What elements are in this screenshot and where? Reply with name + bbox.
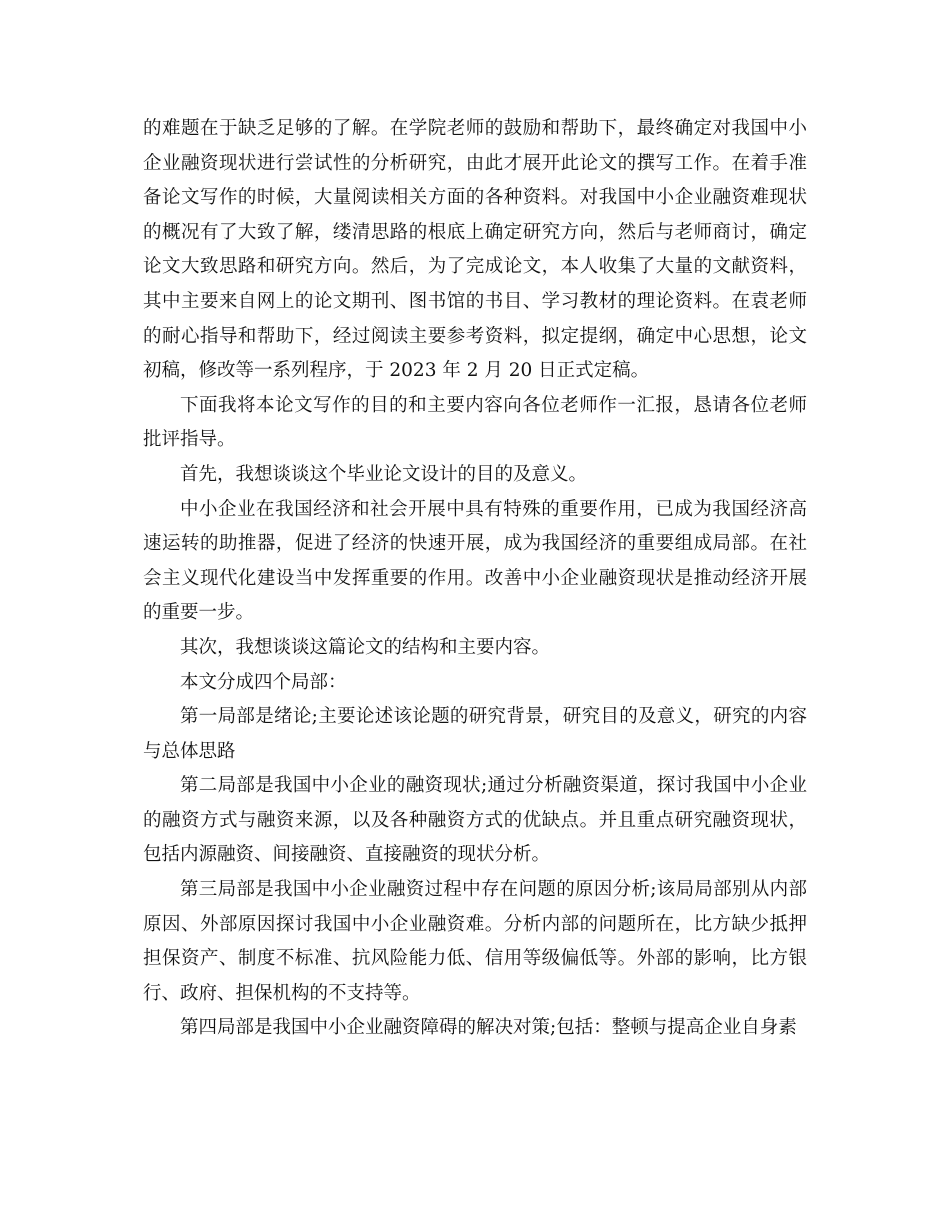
paragraph-9: 第三局部是我国中小企业融资过程中存在问题的原因分析;该局局部别从内部原因、外部原因探讨我国中小企业融资难。分析内部的问题所在，比方缺少抵押担保资产、制度不标准、抗风险能力低、信用等级偏低等。外部的影响，比方银行、政府、担保机构的不支持等。 [143,879,807,1004]
document-body [143,112,807,1046]
paragraph-1: 的难题在于缺乏足够的了解。在学院老师的鼓励和帮助下，最终确定对我国中小企业融资现状进行尝试性的分析研究，由此才展开此论文的撰写工作。在着手准备论文写作的时候，大量阅读相关方面的各种资料。对我国中小企业融资难现状的概况有了大致了解，缕清思路的根底上确定研究方向，然后与老师商讨，确定论文大致思路和研究方向。然后，为了完成论文，本人收集了大量的文献资料，其中主要来自网上的论文期刊、图书馆的书目、学习教材的理论资料。在袁老师的耐心指导和帮助下，经过阅读主要参考资料，拟定提纲，确定中心思想，论文初稿，修改等一系列程序，于 2023 年 2 月 20 日正式定稿。 [143,118,807,382]
paragraph-5: 其次，我想谈谈这篇论文的结构和主要内容。 [180,636,551,658]
paragraph-7: 第一局部是绪论;主要论述该论题的研究背景，研究目的及意义，研究的内容与总体思路 [143,706,807,762]
paragraph-8: 第二局部是我国中小企业的融资现状;通过分析融资渠道，探讨我国中小企业的融资方式与融资来源，以及各种融资方式的优缺点。并且重点研究融资现状，包括内源融资、间接融资、直接融资的现状分析。 [143,775,807,866]
paragraph-2: 下面我将本论文写作的目的和主要内容向各位老师作一汇报，恳请各位老师批评指导。 [143,394,807,451]
paragraph-4: 中小企业在我国经济和社会开展中具有特殊的重要作用，已成为我国经济高速运转的助推器，促进了经济的快速开展，成为我国经济的重要组成局部。在社会主义现代化建设当中发挥重要的作用。改善中小企业融资现状是推动经济开展的重要一步。 [143,498,807,624]
paragraph-6: 本文分成四个局部： [180,671,347,693]
paragraph-10: 第四局部是我国中小企业融资障碍的解决对策;包括：整顿与提高企业自身素 [180,1017,797,1039]
paragraph-3: 首先，我想谈谈这个毕业论文设计的目的及意义。 [180,463,588,485]
